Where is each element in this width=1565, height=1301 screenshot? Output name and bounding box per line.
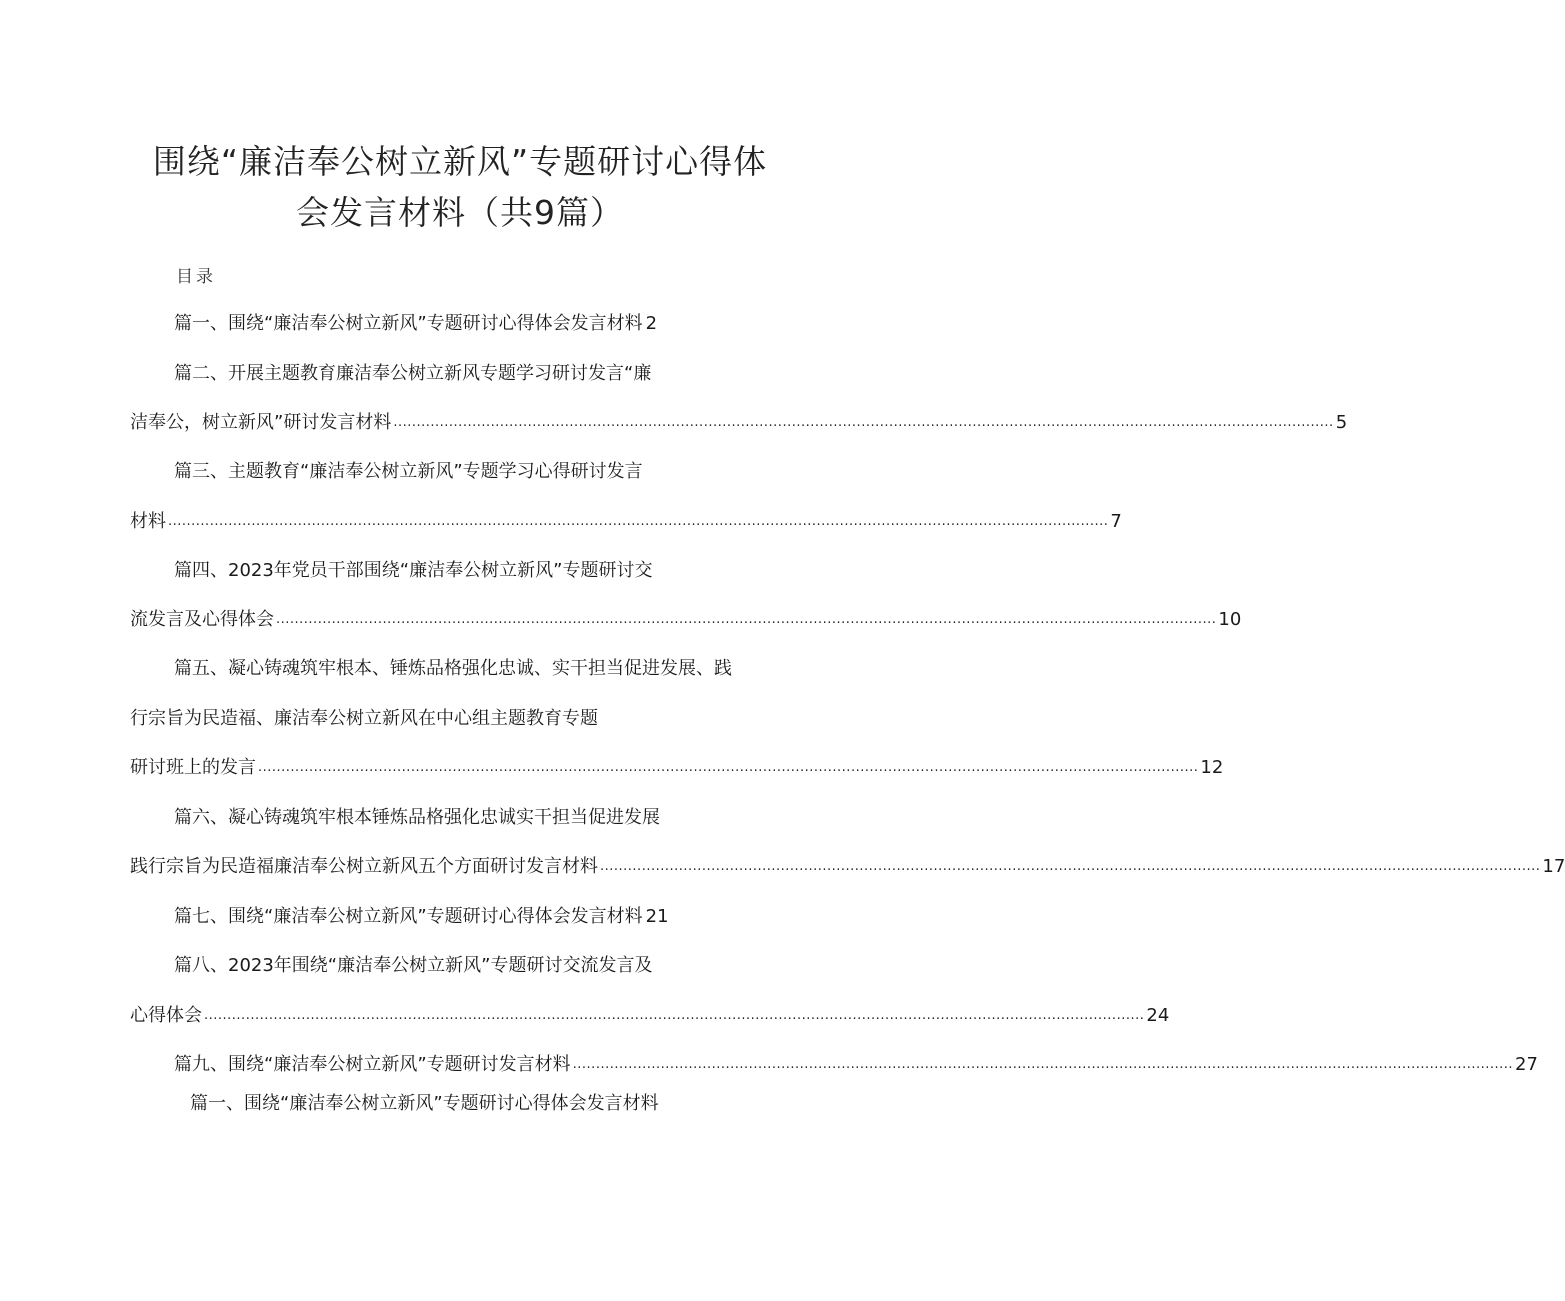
toc-entry-8-page: 24 (1146, 1005, 1170, 1026)
toc-entry-5-line-1[interactable]: 篇五、凝心铸魂筑牢根本、锤炼品格强化忠诚、实干担当促进发展、践 (174, 658, 732, 679)
toc-entry-4-line-1[interactable]: 篇四、2023年党员干部围绕“廉洁奉公树立新风”专题研讨交 (174, 560, 653, 581)
toc-entry-3-line-2[interactable] (130, 510, 1122, 534)
dot-leader: ........................................................................................................................................................................................................... (572, 1057, 1514, 1072)
toc-entry-2-text: 洁奉公，树立新风”研讨发言材料 (130, 412, 392, 433)
toc-entry-4-page: 10 (1218, 609, 1242, 630)
toc-entry-9-text: 篇九、围绕“廉洁奉公树立新风”专题研讨发言材料 (174, 1054, 571, 1075)
toc-entry-7-text: 篇七、围绕“廉洁奉公树立新风”专题研讨心得体会发言材料 (174, 906, 643, 927)
dot-leader: ........................................................................................................................................................................................................... (204, 1008, 1145, 1023)
toc-entry-9-page: 27 (1515, 1054, 1538, 1075)
toc-entry-2-line-2[interactable] (130, 411, 1348, 435)
toc-entry-6-page: 17 (1542, 856, 1565, 877)
dot-leader: ........................................................................................................................................................................................................... (393, 415, 1334, 430)
toc-entry-1-text: 篇一、围绕“廉洁奉公树立新风”专题研讨心得体会发言材料 (174, 313, 643, 334)
toc-entry-8-line-2[interactable] (130, 1004, 1170, 1028)
toc-entry-9[interactable] (174, 1053, 1538, 1077)
toc-entry-4-text: 流发言及心得体会 (130, 609, 274, 630)
toc-entry-7[interactable] (174, 905, 669, 929)
toc-entry-4-line-2[interactable] (130, 608, 1242, 632)
section-heading: 篇一、围绕“廉洁奉公树立新风”专题研讨心得体会发言材料 (190, 1093, 659, 1114)
toc-entry-1[interactable] (174, 312, 657, 336)
toc-entry-8-line-1[interactable]: 篇八、2023年围绕“廉洁奉公树立新风”专题研讨交流发言及 (174, 955, 653, 976)
toc-entry-2-page: 5 (1335, 412, 1348, 433)
toc-entry-5-line-2[interactable]: 行宗旨为民造福、廉洁奉公树立新风在中心组主题教育专题 (130, 708, 598, 729)
toc-heading: 目录 (176, 267, 216, 287)
toc-entry-3-line-1[interactable]: 篇三、主题教育“廉洁奉公树立新风”专题学习心得研讨发言 (174, 461, 643, 482)
toc-entry-1-page: 2 (645, 313, 658, 334)
dot-leader: ........................................................................................................................................................................................................... (276, 612, 1217, 627)
dot-leader: ........................................................................................................................................................................................................... (600, 859, 1541, 874)
toc-entry-6-text: 践行宗旨为民造福廉洁奉公树立新风五个方面研讨发言材料 (130, 856, 598, 877)
toc-entry-3-page: 7 (1110, 511, 1122, 532)
toc-entry-7-page: 21 (645, 906, 669, 927)
toc-entry-5-text: 研讨班上的发言 (130, 757, 256, 778)
toc-entry-6-line-1[interactable]: 篇六、凝心铸魂筑牢根本锤炼品格强化忠诚实干担当促进发展 (174, 807, 660, 828)
toc-entry-5-page: 12 (1200, 757, 1224, 778)
toc-entry-2-line-1[interactable]: 篇二、开展主题教育廉洁奉公树立新风专题学习研讨发言“廉 (174, 363, 652, 384)
toc-entry-8-text: 心得体会 (130, 1005, 202, 1026)
dot-leader: ........................................................................................................................................................................................................... (168, 514, 1109, 529)
dot-leader: ........................................................................................................................................................................................................... (258, 760, 1199, 775)
document-title-line-2: 会发言材料（共9篇） (296, 193, 624, 232)
toc-entry-3-text: 材料 (130, 511, 166, 532)
toc-entry-5-line-3[interactable] (130, 756, 1224, 780)
toc-entry-6-line-2[interactable] (130, 855, 1565, 879)
document-title-line-1: 围绕“廉洁奉公树立新风”专题研讨心得体 (152, 142, 768, 181)
